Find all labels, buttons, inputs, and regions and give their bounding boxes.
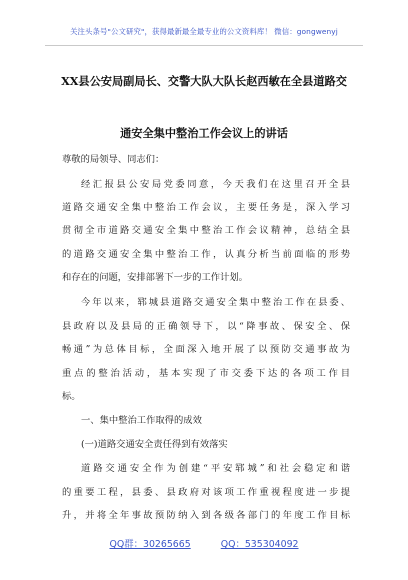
body-line: 县政府以及县局的正确领导下，以“降事故、保安全、保 [62, 321, 350, 332]
header-divider [45, 45, 363, 46]
document-title-line-2: 通安全集中整治工作会议上的讲话 [120, 126, 288, 140]
body-line: 畅通”为总体目标，全面深入地开展了以预防交通事故为 [62, 344, 350, 355]
footer-qq-group[interactable]: QQ群：30265665 [109, 539, 191, 550]
footer-qq[interactable]: QQ：535304092 [220, 539, 299, 550]
body-line: 升，并将全年事故预防纳入到各级各部门的年度工作目标 [62, 510, 350, 521]
body-line: 经汇报县公安局党委同意，今天我们在这里召开全县 [81, 179, 350, 190]
body-line: 的重要工程，县委、县政府对该项工作重视程度进一步提 [62, 487, 350, 498]
header-note: 关注头条号"公文研究"，获得最新最全最专业的公文资料库！ 微信：gongwenyj [70, 27, 338, 36]
body-line: 重点的整治活动，基本实现了市交委下达的各项工作目 [62, 368, 350, 379]
body-line: 和存在的问题，安排部署下一步的工作计划。 [62, 272, 248, 283]
body-line: 道路交通安全集中整治工作会议，主要任务是，深入学习 [62, 202, 350, 213]
body-line: 的道路交通安全集中整治工作，认真分析当前面临的形势 [62, 249, 350, 260]
body-line: 今年以来，郓城县道路交通安全集中整治工作在县委、 [81, 297, 350, 308]
body-line: 贯彻全市道路交通安全集中整治工作会议精神，总结全县 [62, 225, 350, 236]
section-heading: 一、集中整治工作取得的成效 [81, 415, 202, 426]
subsection-heading: (一)道路交通安全责任得到有效落实 [81, 439, 228, 450]
footer-contacts [0, 536, 408, 550]
body-line: 标。 [62, 391, 81, 402]
body-line: 道路交通安全作为创建“平安郓城”和社会稳定和谐 [81, 463, 350, 474]
salutation: 尊敬的局领导、同志们： [62, 154, 165, 165]
document-title-line-1: XX县公安局副局长、交警大队大队长赵西敏在全县道路交 [61, 74, 347, 88]
